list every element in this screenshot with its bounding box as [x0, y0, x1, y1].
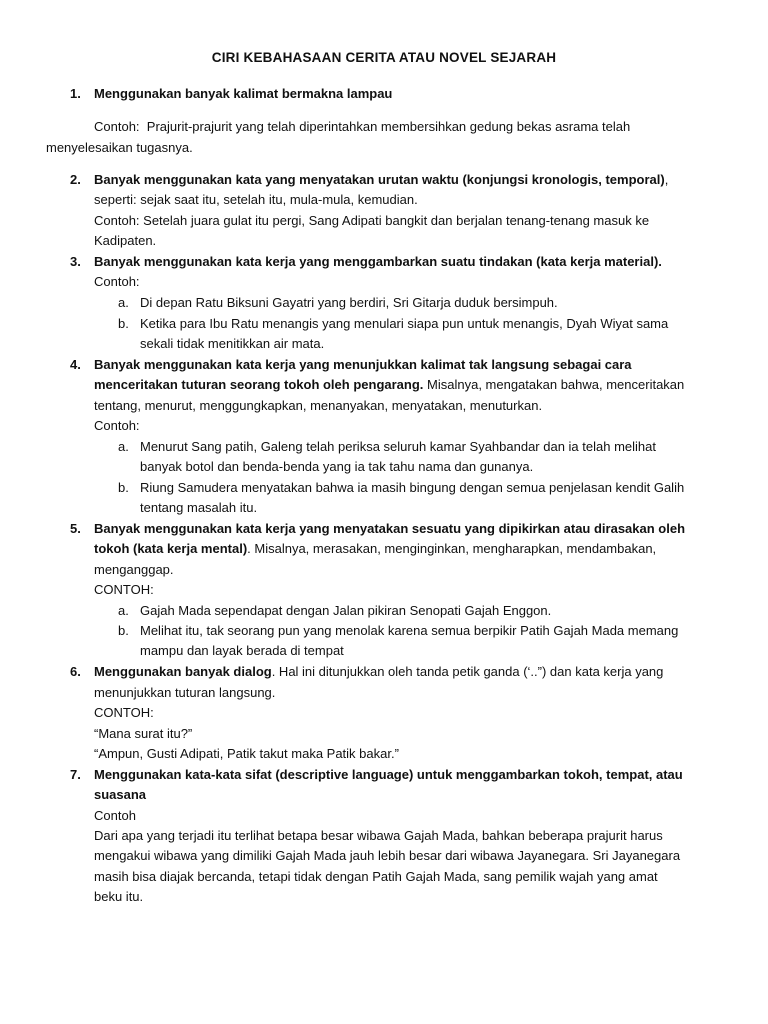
- item-heading: Banyak menggunakan kata kerja yang menunjukkan kalimat tak langsung sebagai cara: [94, 357, 632, 372]
- example-label: Contoh:: [94, 418, 140, 433]
- sub-item-text: banyak botol dan benda-benda yang ia tak tahu nama dan gunanya.: [140, 459, 534, 474]
- example-label: Contoh:: [94, 119, 140, 134]
- sub-item-label: b.: [118, 480, 129, 495]
- example-label: Contoh:: [94, 274, 140, 289]
- item-number: 6.: [70, 664, 81, 679]
- sub-item-text: Gajah Mada sependapat dengan Jalan pikiran Senopati Gajah Enggon.: [140, 603, 552, 618]
- example-text: Prajurit-prajurit yang telah diperintahkan membersihkan gedung bekas asrama telah: [146, 119, 631, 134]
- dialog-line: “Ampun, Gusti Adipati, Patik takut maka Patik bakar.”: [94, 746, 399, 761]
- item-heading: Banyak menggunakan kata kerja yang menyatakan sesuatu yang dipikirkan atau dirasakan oleh: [94, 521, 686, 536]
- item-text: menganggap.: [94, 562, 174, 577]
- sub-item-text: Menurut Sang patih, Galeng telah periksa seluruh kamar Syahbandar dan ia telah melihat: [140, 439, 656, 454]
- example-line: Kadipaten.: [94, 233, 157, 248]
- item-text: menunjukkan tuturan langsung.: [94, 685, 276, 700]
- sub-item-text: sekali tidak menitikkan air mata.: [140, 336, 325, 351]
- sub-item-text: tentang masalah itu.: [140, 500, 258, 515]
- item-heading: Menggunakan banyak kalimat bermakna lampau: [94, 86, 393, 101]
- sub-item-label: a.: [118, 439, 129, 454]
- item-heading: Banyak menggunakan kata yang menyatakan urutan waktu (konjungsi kronologis, temporal): [94, 172, 665, 187]
- example-paragraph-line: masih bisa diajak bercanda, tetapi tidak dengan Patih Gajah Mada, sang pemilik wajah yang amat: [94, 869, 658, 884]
- item-heading: menceritakan tuturan seorang tokoh oleh pengarang.: [94, 377, 424, 392]
- example-label: Contoh: [94, 808, 136, 823]
- item-heading-line: [94, 375, 734, 396]
- item-text: seperti: sejak saat itu, setelah itu, mula-mula, kemudian.: [94, 192, 418, 207]
- item-heading-line: [94, 170, 734, 191]
- sub-item-text: Di depan Ratu Biksuni Gayatri yang berdiri, Sri Gitarja duduk bersimpuh.: [140, 295, 558, 310]
- item-heading: suasana: [94, 787, 147, 802]
- sub-item-label: b.: [118, 316, 129, 331]
- sub-item-label: a.: [118, 603, 129, 618]
- example-text-continued: menyelesaikan tugasnya.: [46, 140, 193, 155]
- example-label: CONTOH:: [94, 582, 154, 597]
- sub-item-label: a.: [118, 295, 129, 310]
- item-number: 5.: [70, 521, 81, 536]
- item-number: 4.: [70, 357, 81, 372]
- item-heading: tokoh (kata kerja mental): [94, 541, 248, 556]
- sub-item-text: Riung Samudera menyatakan bahwa ia masih bingung dengan semua penjelasan kendit Galih: [140, 480, 685, 495]
- example-paragraph-line: beku itu.: [94, 889, 144, 904]
- example-label: CONTOH:: [94, 705, 154, 720]
- example-line: [94, 117, 734, 138]
- sub-item-text: Ketika para Ibu Ratu menangis yang menulari siapa pun untuk menangis, Dyah Wiyat sama: [140, 316, 669, 331]
- item-heading-line: [94, 539, 734, 560]
- example-paragraph-line: mengakui wibawa yang dimiliki Gajah Mada jauh lebih besar dari wibawa Jayanegara. Sri Jayanegara: [94, 848, 681, 863]
- item-number: 7.: [70, 767, 81, 782]
- example-paragraph-line: Dari apa yang terjadi itu terlihat betapa besar wibawa Gajah Mada, bahkan beberapa prajurit harus: [94, 828, 663, 843]
- item-text: . Hal ini ditunjukkan oleh tanda petik ganda (‘..”) dan kata kerja yang: [271, 664, 664, 679]
- example-line: Contoh: Setelah juara gulat itu pergi, Sang Adipati bangkit dan berjalan tenang-tenang masuk ke: [94, 213, 650, 228]
- item-number: 2.: [70, 172, 81, 187]
- item-text: . Misalnya, merasakan, menginginkan, mengharapkan, mendambakan,: [247, 541, 657, 556]
- sub-item-text: mampu dan layak berada di tempat: [140, 643, 344, 658]
- item-heading: Menggunakan kata-kata sifat (descriptive language) untuk menggambarkan tokoh, tempat, atau: [94, 767, 683, 782]
- page-title: CIRI KEBAHASAAN CERITA ATAU NOVEL SEJARAH: [211, 50, 557, 65]
- sub-item-label: b.: [118, 623, 129, 638]
- sub-item-text: Melihat itu, tak seorang pun yang menolak karena semua berpikir Patih Gajah Mada memang: [140, 623, 679, 638]
- item-heading-line: [94, 662, 734, 683]
- item-number: 1.: [70, 86, 81, 101]
- dialog-line: “Mana surat itu?”: [94, 726, 193, 741]
- item-text: Misalnya, mengatakan bahwa, menceritakan: [423, 377, 685, 392]
- heading-punctuation: ,: [664, 172, 669, 187]
- item-text: tentang, menurut, menggungkapkan, menanyakan, menyatakan, menuturkan.: [94, 398, 543, 413]
- item-number: 3.: [70, 254, 81, 269]
- item-heading: Menggunakan banyak dialog: [94, 664, 272, 679]
- item-heading: Banyak menggunakan kata kerja yang menggambarkan suatu tindakan (kata kerja material).: [94, 254, 662, 269]
